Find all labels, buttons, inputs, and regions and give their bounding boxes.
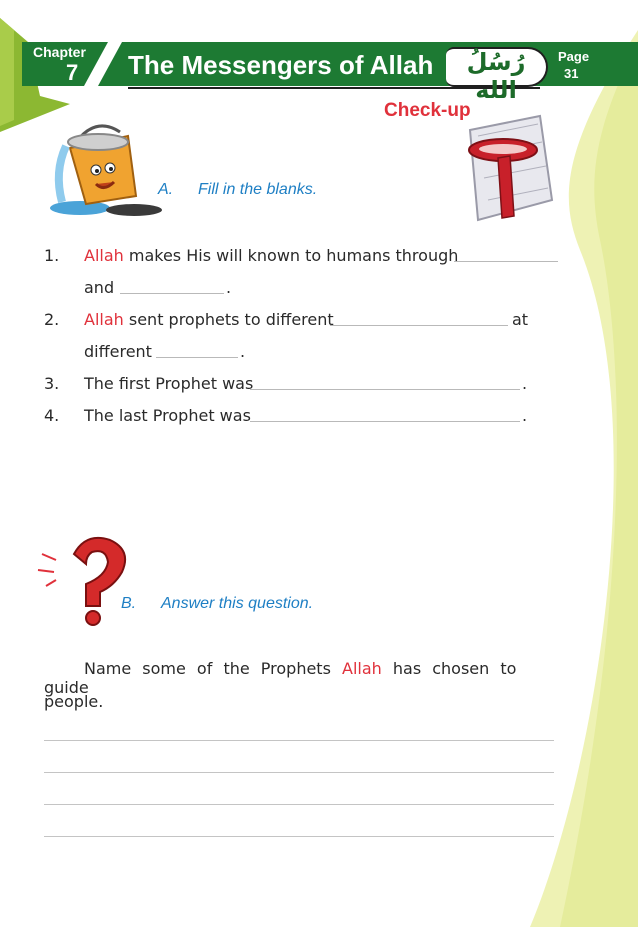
section-b-heading bbox=[121, 595, 313, 613]
question-body: Name some of the Prophets bbox=[84, 659, 342, 678]
answer-line[interactable] bbox=[44, 836, 554, 837]
period: . bbox=[522, 374, 528, 393]
question-body: has chosen to guide bbox=[44, 659, 517, 697]
question-number: 3. bbox=[44, 374, 60, 393]
period: . bbox=[240, 342, 246, 361]
question-number: 2. bbox=[44, 310, 60, 329]
section-b-title: Answer this question. bbox=[161, 595, 314, 612]
blank-field[interactable] bbox=[120, 282, 224, 294]
question-body: The first Prophet was bbox=[84, 374, 254, 393]
page-number: 31 bbox=[564, 66, 579, 81]
section-b-letter: B. bbox=[121, 595, 137, 612]
bucket-mascot-icon bbox=[36, 112, 166, 222]
period: . bbox=[522, 406, 528, 425]
scroll-icon bbox=[448, 108, 558, 228]
page-label: Page bbox=[558, 49, 590, 64]
question-body: sent prophets to different bbox=[123, 310, 334, 329]
section-a-heading bbox=[158, 181, 317, 199]
section-a-letter: A. bbox=[158, 181, 174, 198]
blank-field[interactable] bbox=[454, 250, 558, 262]
blank-field[interactable] bbox=[250, 410, 520, 422]
allah-highlight: Allah bbox=[342, 659, 382, 678]
arabic-title: رُسُلُ الله bbox=[466, 48, 526, 104]
chapter-label: Chapter bbox=[33, 44, 86, 60]
period: . bbox=[226, 278, 232, 297]
question-mark-icon bbox=[34, 532, 134, 628]
section-a-title: Fill in the blanks. bbox=[198, 181, 318, 198]
allah-highlight: Allah bbox=[84, 246, 124, 265]
blank-field[interactable] bbox=[330, 314, 508, 326]
section-b-question-line2: people. bbox=[44, 692, 104, 711]
question-body: makes His will known to humans through bbox=[123, 246, 459, 265]
question-number: 1. bbox=[44, 246, 60, 265]
question-body: and bbox=[84, 278, 115, 297]
question-number: 4. bbox=[44, 406, 60, 425]
page-title: The Messengers of Allah bbox=[128, 50, 434, 80]
checkup-label: Check-up bbox=[384, 100, 471, 121]
question-body: The last Prophet was bbox=[84, 406, 251, 425]
question-tail: at bbox=[512, 310, 529, 329]
question-text bbox=[84, 246, 458, 265]
question-body: different bbox=[84, 342, 152, 361]
answer-line[interactable] bbox=[44, 772, 554, 773]
blank-field[interactable] bbox=[250, 378, 520, 390]
answer-line[interactable] bbox=[44, 740, 554, 741]
blank-field[interactable] bbox=[156, 346, 238, 358]
answer-line[interactable] bbox=[44, 804, 554, 805]
allah-highlight: Allah bbox=[84, 310, 124, 329]
chapter-number: 7 bbox=[66, 60, 79, 85]
